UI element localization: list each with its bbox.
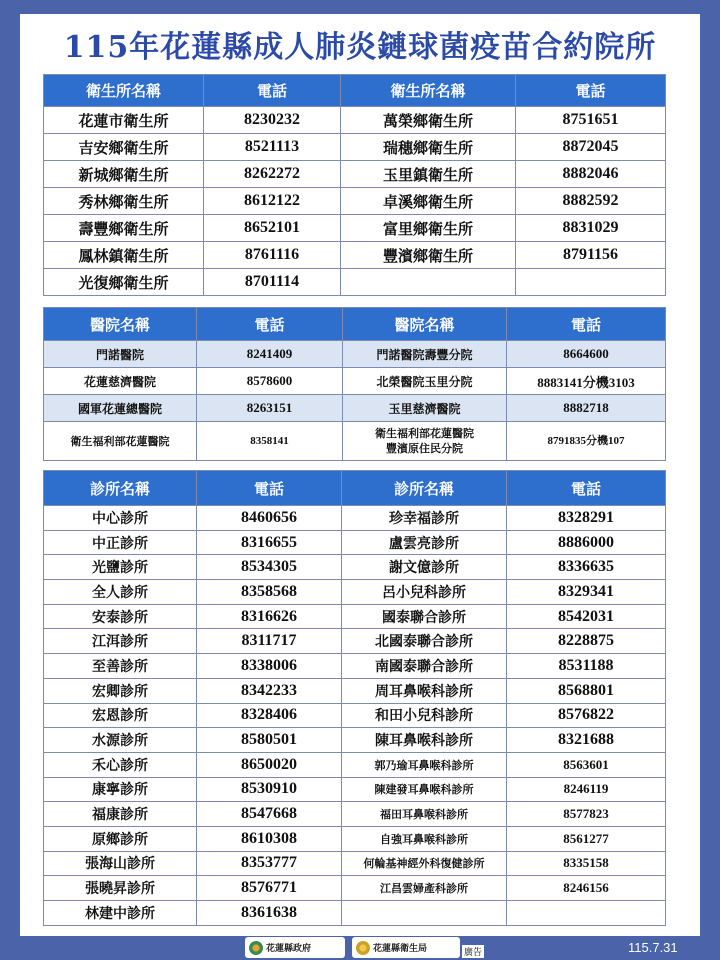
phone-cell: 8246156	[507, 876, 666, 901]
phone-cell: 8882592	[516, 188, 666, 215]
table-row	[44, 876, 666, 901]
hospital-table	[43, 307, 666, 461]
table-row	[44, 678, 666, 703]
table-row	[44, 802, 666, 827]
health-bureau-emblem-icon	[356, 941, 370, 955]
phone-cell: 8612122	[204, 188, 341, 215]
facility-name-cell: 郭乃瑜耳鼻喉科診所	[342, 752, 507, 777]
column-header: 電話	[516, 75, 666, 107]
facility-name-cell: 衛生福利部花蓮醫院	[44, 422, 197, 461]
facility-name-cell: 門諾醫院壽豐分院	[343, 341, 507, 368]
table-row	[44, 188, 666, 215]
facility-name-cell: 玉里鎮衛生所	[341, 161, 516, 188]
phone-cell: 8246119	[507, 777, 666, 802]
county-emblem-icon	[249, 941, 263, 955]
phone-cell: 8328291	[507, 506, 666, 531]
facility-name-cell: 門諾醫院	[44, 341, 197, 368]
phone-cell: 8561277	[507, 826, 666, 851]
facility-name-cell: 北榮醫院玉里分院	[343, 368, 507, 395]
phone-cell: 8336635	[507, 555, 666, 580]
facility-name-cell: 安泰診所	[44, 604, 197, 629]
table-row	[44, 703, 666, 728]
facility-name-cell: 玉里慈濟醫院	[343, 395, 507, 422]
health-center-table	[43, 74, 666, 296]
table-row	[44, 530, 666, 555]
facility-name-cell: 原鄉診所	[44, 826, 197, 851]
facility-name-cell: 吉安鄉衛生所	[44, 134, 204, 161]
clinic-table	[43, 470, 666, 926]
phone-cell: 8530910	[197, 777, 342, 802]
phone-cell: 8883141分機3103	[507, 368, 666, 395]
facility-name-cell: 江昌雲婦產科診所	[342, 876, 507, 901]
facility-name-cell: 國軍花蓮總醫院	[44, 395, 197, 422]
phone-cell: 8460656	[197, 506, 342, 531]
phone-cell: 8791835分機107	[507, 422, 666, 461]
phone-cell: 8578600	[197, 368, 343, 395]
table-row	[44, 161, 666, 188]
facility-name-cell: 福田耳鼻喉科診所	[342, 802, 507, 827]
facility-name-cell: 禾心診所	[44, 752, 197, 777]
column-header: 診所名稱	[44, 471, 197, 506]
column-header: 電話	[507, 471, 666, 506]
phone-cell: 8316626	[197, 604, 342, 629]
health-bureau-label: 花蓮縣衛生局	[373, 944, 428, 954]
facility-name-cell: 中正診所	[44, 530, 197, 555]
phone-cell: 8228875	[507, 629, 666, 654]
facility-name-cell: 全人診所	[44, 580, 197, 605]
table-row	[44, 242, 666, 269]
table-row	[44, 269, 666, 296]
table-row	[44, 851, 666, 876]
phone-cell: 8329341	[507, 580, 666, 605]
phone-cell: 8886000	[507, 530, 666, 555]
column-header: 電話	[507, 308, 666, 341]
phone-cell	[516, 269, 666, 296]
facility-name-cell: 瑞穗鄉衛生所	[341, 134, 516, 161]
table-row	[44, 728, 666, 753]
table-row	[44, 629, 666, 654]
table-row	[44, 341, 666, 368]
facility-name-cell: 宏卿診所	[44, 678, 197, 703]
phone-cell: 8321688	[507, 728, 666, 753]
facility-name-cell: 福康診所	[44, 802, 197, 827]
phone-cell: 8262272	[204, 161, 341, 188]
facility-name-cell: 呂小兒科診所	[342, 580, 507, 605]
phone-cell: 8316655	[197, 530, 342, 555]
facility-name-cell: 衛生福利部花蓮醫院 豐濱原住民分院	[343, 422, 507, 461]
table-row	[44, 580, 666, 605]
facility-name-cell: 南國泰聯合診所	[342, 654, 507, 679]
page-title: 115年花蓮縣成人肺炎鏈球菌疫苗合約院所	[63, 30, 657, 65]
ad-label: 廣告	[462, 945, 484, 958]
column-header: 醫院名稱	[44, 308, 197, 341]
facility-name-cell: 秀林鄉衛生所	[44, 188, 204, 215]
facility-name-cell: 卓溪鄉衛生所	[341, 188, 516, 215]
facility-name-cell: 江洱診所	[44, 629, 197, 654]
facility-name-cell: 林建中診所	[44, 901, 197, 926]
phone-cell: 8882046	[516, 161, 666, 188]
facility-name-cell: 花蓮慈濟醫院	[44, 368, 197, 395]
table-row	[44, 901, 666, 926]
phone-cell	[507, 901, 666, 926]
table-row	[44, 777, 666, 802]
phone-cell: 8652101	[204, 215, 341, 242]
facility-name-cell: 水源診所	[44, 728, 197, 753]
phone-cell: 8872045	[516, 134, 666, 161]
facility-name-cell: 珍幸福診所	[342, 506, 507, 531]
table-row	[44, 752, 666, 777]
table-row	[44, 422, 666, 461]
phone-cell: 8342233	[197, 678, 342, 703]
facility-name-cell: 鳳林鎮衛生所	[44, 242, 204, 269]
phone-cell: 8358568	[197, 580, 342, 605]
phone-cell: 8650020	[197, 752, 342, 777]
facility-name-cell: 宏恩診所	[44, 703, 197, 728]
phone-cell: 8328406	[197, 703, 342, 728]
phone-cell: 8831029	[516, 215, 666, 242]
phone-cell: 8361638	[197, 901, 342, 926]
phone-cell: 8563601	[507, 752, 666, 777]
facility-name-cell: 光鹽診所	[44, 555, 197, 580]
phone-cell: 8576771	[197, 876, 342, 901]
phone-cell: 8338006	[197, 654, 342, 679]
table-row	[44, 215, 666, 242]
facility-name-cell: 光復鄉衛生所	[44, 269, 204, 296]
phone-cell: 8701114	[204, 269, 341, 296]
table-row	[44, 604, 666, 629]
phone-cell: 8580501	[197, 728, 342, 753]
phone-cell: 8610308	[197, 826, 342, 851]
column-header: 電話	[197, 308, 343, 341]
phone-cell: 8311717	[197, 629, 342, 654]
phone-cell: 8761116	[204, 242, 341, 269]
phone-cell: 8358141	[197, 422, 343, 461]
column-header: 衛生所名稱	[44, 75, 204, 107]
facility-name-cell: 康寧診所	[44, 777, 197, 802]
column-header: 診所名稱	[342, 471, 507, 506]
phone-cell: 8521113	[204, 134, 341, 161]
facility-name-cell: 國泰聯合診所	[342, 604, 507, 629]
facility-name-cell: 至善診所	[44, 654, 197, 679]
phone-cell: 8751651	[516, 107, 666, 134]
column-header: 衛生所名稱	[341, 75, 516, 107]
health-bureau-logo	[352, 937, 460, 958]
table-row	[44, 555, 666, 580]
facility-name-cell: 北國泰聯合診所	[342, 629, 507, 654]
facility-name-cell: 盧雲亮診所	[342, 530, 507, 555]
publish-date: 115.7.31	[628, 940, 678, 955]
phone-cell: 8547668	[197, 802, 342, 827]
facility-name-cell: 謝文億診所	[342, 555, 507, 580]
facility-name-cell: 陳建發耳鼻喉科診所	[342, 777, 507, 802]
phone-cell: 8568801	[507, 678, 666, 703]
facility-name-cell: 和田小兒科診所	[342, 703, 507, 728]
column-header: 醫院名稱	[343, 308, 507, 341]
column-header: 電話	[197, 471, 342, 506]
column-header: 電話	[204, 75, 341, 107]
facility-name-cell: 自強耳鼻喉科診所	[342, 826, 507, 851]
phone-cell: 8577823	[507, 802, 666, 827]
facility-name-cell: 豐濱鄉衛生所	[341, 242, 516, 269]
phone-cell: 8791156	[516, 242, 666, 269]
phone-cell: 8335158	[507, 851, 666, 876]
phone-cell: 8882718	[507, 395, 666, 422]
table-row	[44, 506, 666, 531]
facility-name-cell: 新城鄉衛生所	[44, 161, 204, 188]
phone-cell: 8534305	[197, 555, 342, 580]
phone-cell: 8542031	[507, 604, 666, 629]
facility-name-cell	[342, 901, 507, 926]
facility-name-cell: 陳耳鼻喉科診所	[342, 728, 507, 753]
table-row	[44, 654, 666, 679]
table-row	[44, 134, 666, 161]
facility-name-cell: 何輪基神經外科復健診所	[342, 851, 507, 876]
phone-cell: 8241409	[197, 341, 343, 368]
facility-name-cell: 萬榮鄉衛生所	[341, 107, 516, 134]
phone-cell: 8263151	[197, 395, 343, 422]
facility-name-cell: 花蓮市衛生所	[44, 107, 204, 134]
table-row	[44, 826, 666, 851]
facility-name-cell	[341, 269, 516, 296]
county-government-label: 花蓮縣政府	[266, 944, 312, 954]
phone-cell: 8576822	[507, 703, 666, 728]
facility-name-cell: 周耳鼻喉科診所	[342, 678, 507, 703]
facility-name-cell: 中心診所	[44, 506, 197, 531]
facility-name-cell: 張海山診所	[44, 851, 197, 876]
county-government-logo	[245, 937, 345, 958]
phone-cell: 8230232	[204, 107, 341, 134]
table-row	[44, 395, 666, 422]
facility-name-cell: 壽豐鄉衛生所	[44, 215, 204, 242]
phone-cell: 8353777	[197, 851, 342, 876]
facility-name-cell: 張曉昇診所	[44, 876, 197, 901]
facility-name-cell: 富里鄉衛生所	[341, 215, 516, 242]
phone-cell: 8664600	[507, 341, 666, 368]
table-row	[44, 107, 666, 134]
phone-cell: 8531188	[507, 654, 666, 679]
table-row	[44, 368, 666, 395]
